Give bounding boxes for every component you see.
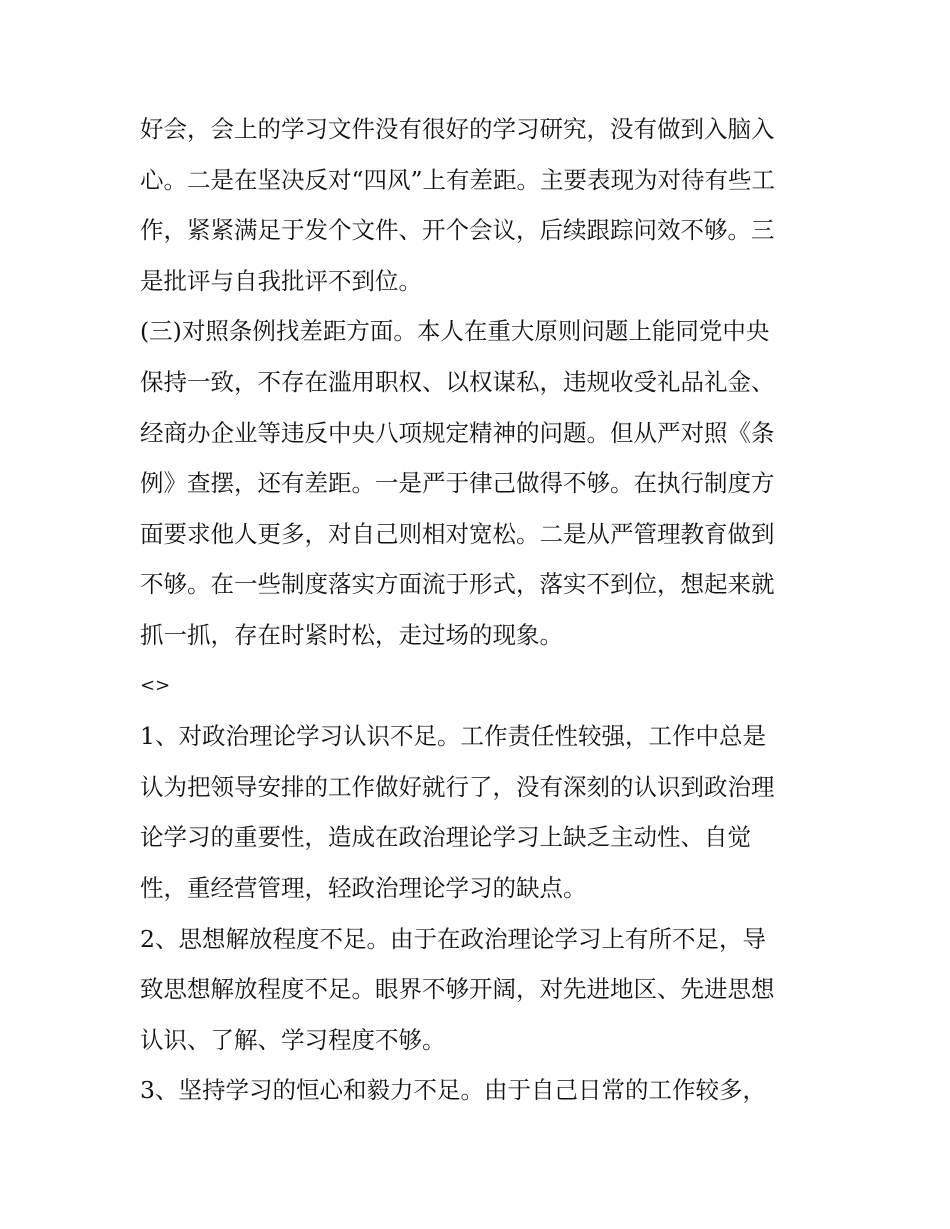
text-line: 认识、了解、学习程度不够。 [140, 1025, 446, 1054]
text-line: 论学习的重要性，造成在政治理论学习上缺乏主动性、自觉 [140, 823, 751, 852]
text-line: 作，紧紧满足于发个文件、开个会议，后续跟踪问效不够。三 [140, 216, 775, 245]
text-line: 保持一致，不存在滥用职权、以权谋私，违规收受礼品礼金、 [140, 367, 775, 396]
document-body [140, 104, 820, 1116]
text-line: 不够。在一些制度落实方面流于形式，落实不到位，想起来就 [140, 570, 775, 599]
text-line: 心。二是在坚决反对“四风”上有差距。主要表现为对待有些工 [140, 165, 776, 194]
text-line: 3、坚持学习的恒心和毅力不足。由于自己日常的工作较多， [140, 1076, 766, 1105]
text-line: 性，重经营管理，轻政治理论学习的缺点。 [140, 873, 587, 902]
text-line: 例》查摆，还有差距。一是严于律己做得不够。在执行制度方 [140, 469, 775, 498]
text-line: 是批评与自我批评不到位。 [140, 266, 422, 295]
text-line: 认为把领导安排的工作做好就行了，没有深刻的认识到政治理 [140, 772, 775, 801]
text-line: 致思想解放程度不足。眼界不够开阔，对先进地区、先进思想 [140, 975, 775, 1004]
text-line: 2、思想解放程度不足。由于在政治理论学习上有所不足，导 [140, 924, 766, 953]
text-line: 好会，会上的学习文件没有很好的学习研究，没有做到入脑入 [140, 115, 775, 143]
text-line: 1、对政治理论学习认识不足。工作责任性较强，工作中总是 [140, 722, 766, 751]
placeholder-marker: <> [140, 674, 171, 696]
text-line: (三)对照条例找差距方面。本人在重大原则问题上能同党中央 [140, 317, 770, 346]
text-line: 抓一抓，存在时紧时松，走过场的现象。 [140, 620, 563, 649]
text-line: 经商办企业等违反中央八项规定精神的问题。但从严对照《条 [140, 418, 775, 447]
text-line: 面要求他人更多，对自己则相对宽松。二是从严管理教育做到 [140, 519, 775, 548]
